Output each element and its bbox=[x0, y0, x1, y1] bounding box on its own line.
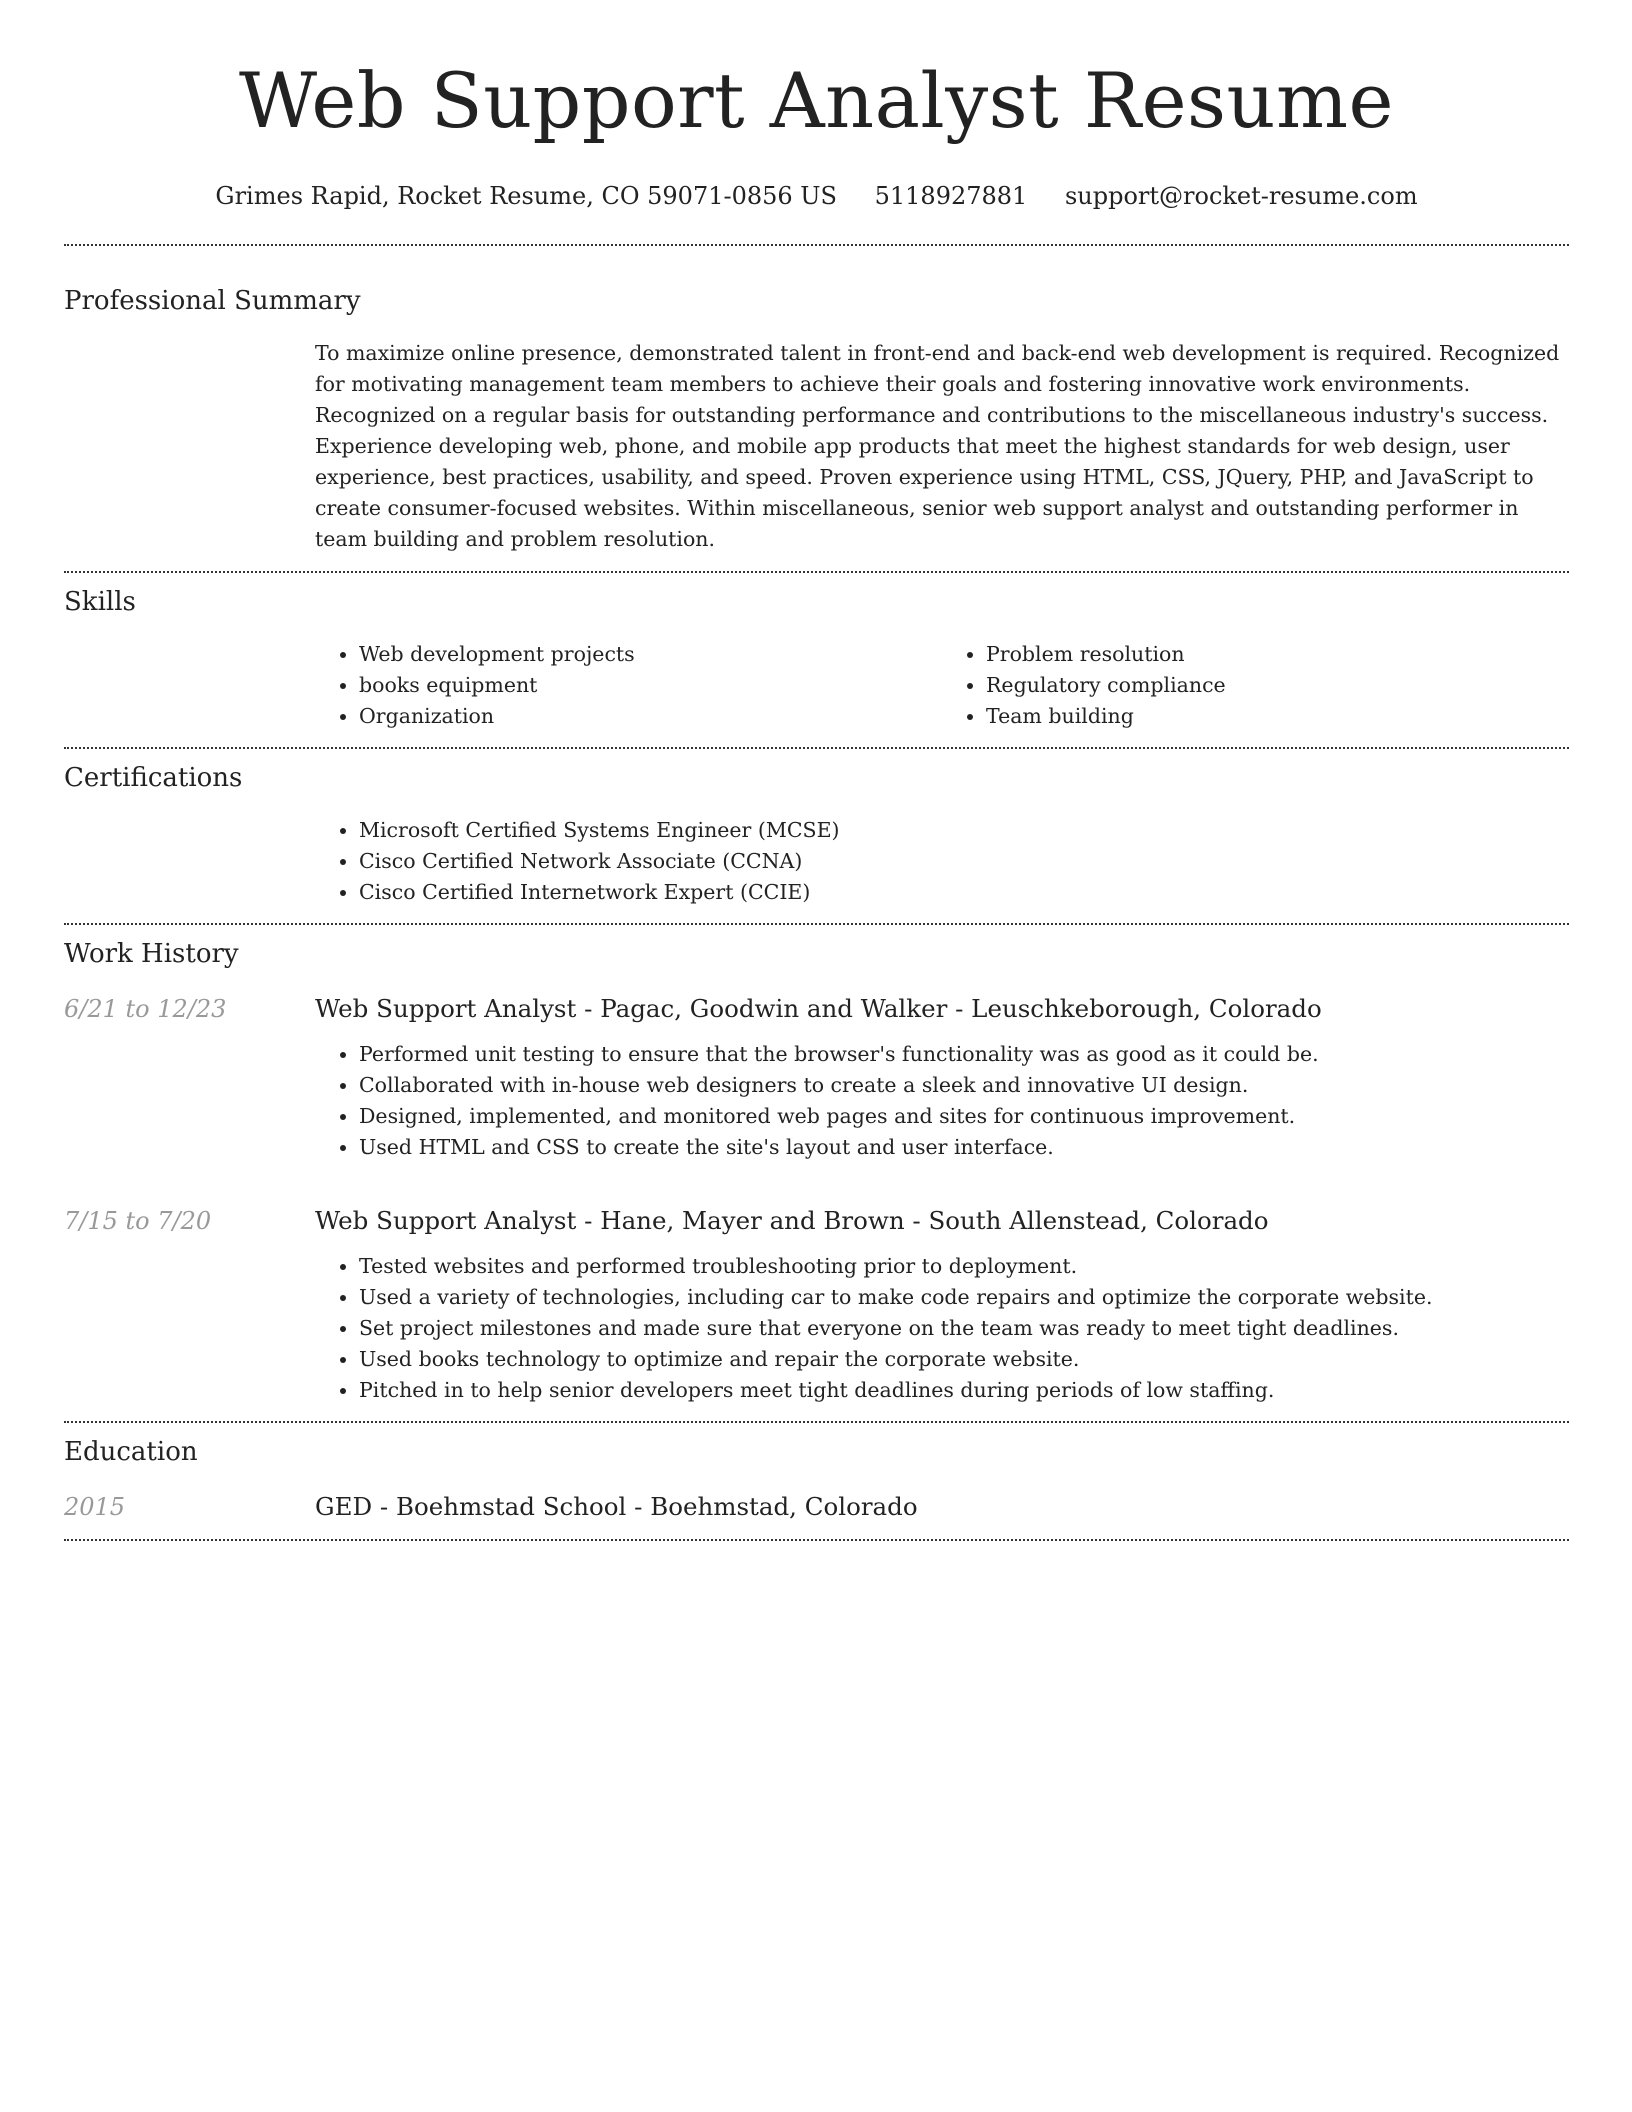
resume-title: Web Support Analyst Resume bbox=[238, 56, 1395, 145]
job-bullet: • Used books technology to optimize and repair the corporate website. bbox=[359, 1344, 1569, 1375]
certifications-list bbox=[315, 815, 1569, 908]
job-dates: 7/15 to 7/20 bbox=[64, 1207, 212, 1235]
summary-text: To maximize online presence, demonstrated talent in front-end and back-end web development is required. Recognized for motivating management team members to achieve their goals and fostering innovative work environments. Recognized on a regular basis for outstanding performance and contributions to the miscellaneous industry's success. Experience developing web, phone, and mobile app products that meet the highest standards for web design, user experience, best practices, usability, and speed. Proven experience using HTML, CSS, JQuery, PHP, and JavaScript to create consumer-focused websites. Within miscellaneous, senior web support analyst and outstanding performer in team building and problem resolution. bbox=[315, 341, 1560, 551]
certifications-heading: Certifications bbox=[64, 763, 243, 793]
skills-section bbox=[64, 573, 1569, 747]
job-role: Web Support Analyst bbox=[315, 1206, 577, 1235]
summary-section bbox=[64, 246, 1569, 571]
summary-heading: Professional Summary bbox=[64, 286, 361, 316]
resume-page bbox=[64, 0, 1569, 1541]
job-title bbox=[315, 1205, 1268, 1237]
work-section bbox=[64, 925, 1569, 1421]
certification-item: • Cisco Certified Internetwork Expert (CCIE) bbox=[359, 877, 1569, 908]
skill-item: • books equipment bbox=[359, 670, 942, 701]
education-degree: GED - Boehmstad School - Boehmstad, Colorado bbox=[315, 1492, 918, 1521]
job-bullet: • Used a variety of technologies, including car to make code repairs and optimize the corporate website. bbox=[359, 1282, 1569, 1313]
job-detail: - Pagac, Goodwin and Walker - Leuschkeborough, Colorado bbox=[576, 994, 1322, 1023]
job-bullet: • Tested websites and performed troubleshooting prior to deployment. bbox=[359, 1251, 1569, 1282]
skill-item: • Organization bbox=[359, 701, 942, 732]
certifications-section bbox=[64, 749, 1569, 923]
job-detail: - Hane, Mayer and Brown - South Allenstead, Colorado bbox=[576, 1206, 1269, 1235]
job-bullet: • Pitched in to help senior developers meet tight deadlines during periods of low staffing. bbox=[359, 1375, 1569, 1406]
education-heading: Education bbox=[64, 1437, 198, 1467]
job-bullet: • Performed unit testing to ensure that the browser's functionality was as good as it could be. bbox=[359, 1039, 1569, 1070]
education-year: 2015 bbox=[64, 1493, 126, 1521]
job-bullet: • Designed, implemented, and monitored web pages and sites for continuous improvement. bbox=[359, 1101, 1569, 1132]
certification-item: • Cisco Certified Network Associate (CCNA) bbox=[359, 846, 1569, 877]
job-entry bbox=[64, 993, 1569, 1163]
skill-item: • Team building bbox=[986, 701, 1569, 732]
job-dates: 6/21 to 12/23 bbox=[64, 995, 227, 1023]
divider bbox=[64, 1539, 1569, 1541]
contact-address: Grimes Rapid, Rocket Resume, CO 59071-0856 US bbox=[215, 182, 837, 210]
job-bullets bbox=[315, 1251, 1569, 1406]
job-bullets bbox=[315, 1039, 1569, 1163]
skills-list-left bbox=[315, 639, 942, 732]
contact-email: support@rocket-resume.com bbox=[1064, 182, 1418, 210]
job-bullet: • Set project milestones and made sure that everyone on the team was ready to meet tight deadlines. bbox=[359, 1313, 1569, 1344]
job-title bbox=[315, 993, 1322, 1025]
skill-item: • Web development projects bbox=[359, 639, 942, 670]
job-bullet: • Collaborated with in-house web designers to create a sleek and innovative UI design. bbox=[359, 1070, 1569, 1101]
job-entry bbox=[64, 1205, 1569, 1406]
skills-heading: Skills bbox=[64, 587, 136, 617]
job-role: Web Support Analyst bbox=[315, 994, 577, 1023]
skill-item: • Regulatory compliance bbox=[986, 670, 1569, 701]
education-section bbox=[64, 1423, 1569, 1539]
skill-item: • Problem resolution bbox=[986, 639, 1569, 670]
work-heading: Work History bbox=[64, 939, 239, 969]
skills-list-right bbox=[942, 639, 1569, 732]
contact-line bbox=[64, 180, 1569, 212]
contact-phone: 5118927881 bbox=[874, 182, 1028, 210]
certification-item: • Microsoft Certified Systems Engineer (MCSE) bbox=[359, 815, 1569, 846]
job-bullet: • Used HTML and CSS to create the site's layout and user interface. bbox=[359, 1132, 1569, 1163]
